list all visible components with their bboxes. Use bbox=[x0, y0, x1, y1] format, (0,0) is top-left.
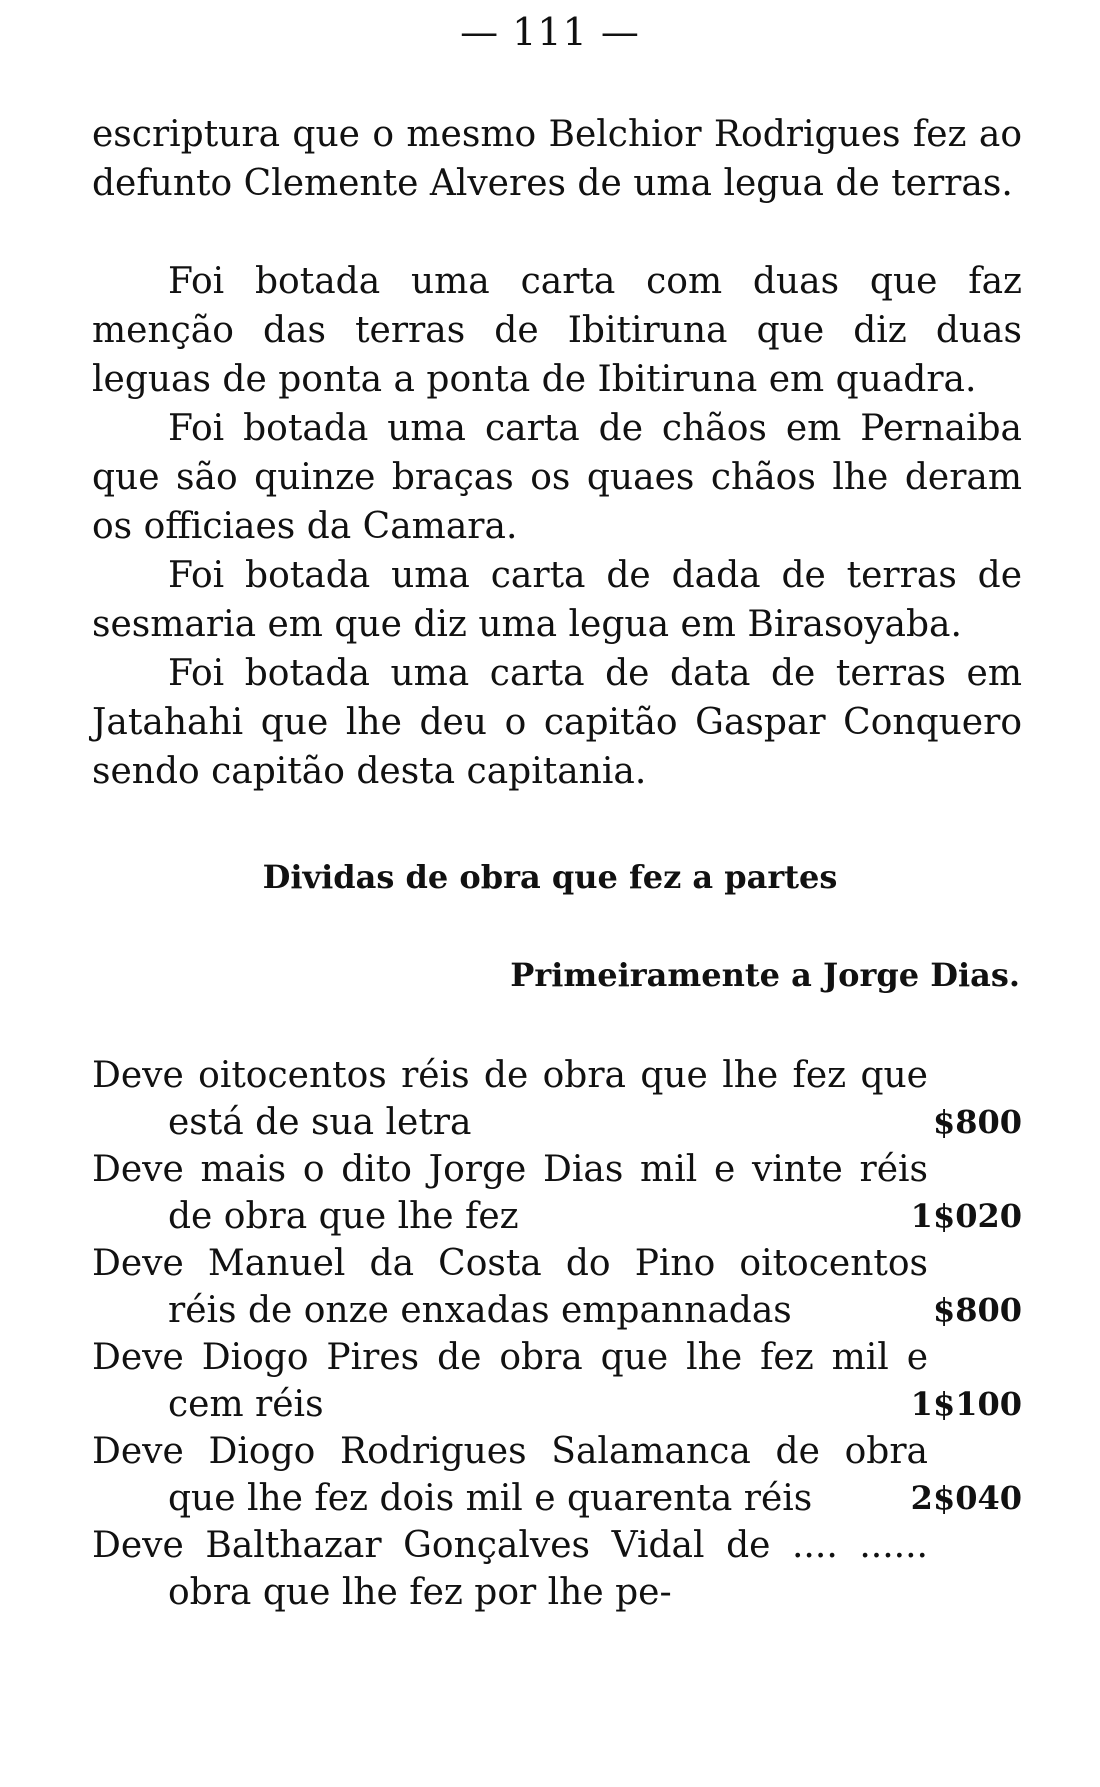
page-number: — 111 — bbox=[460, 10, 640, 54]
ledger-entry-amount: 1$100 bbox=[910, 1385, 1022, 1423]
ledger-entry-text: Deve Manuel da Costa do Pino oitocentos réis de onze enxadas empannadas bbox=[92, 1243, 928, 1331]
ledger-entry bbox=[92, 1522, 1022, 1616]
debt-ledger bbox=[92, 1052, 1022, 1616]
ledger-entry-text: Deve Diogo Pires de obra que lhe fez mil e cem réis bbox=[92, 1337, 928, 1425]
ledger-entry-amount: $800 bbox=[932, 1103, 1022, 1141]
ledger-entry-amount: 1$020 bbox=[910, 1197, 1022, 1235]
paragraph-ibitiruna: Foi botada uma carta com duas que faz menção das terras de Ibitiruna que diz duas leguas de ponta a ponta de Ibitiruna em quadra. bbox=[92, 261, 1022, 400]
ledger-entry-text: Deve oitocentos réis de obra que lhe fez que está de sua letra bbox=[92, 1055, 928, 1143]
ledger-entry bbox=[92, 1428, 1022, 1522]
ledger-entry-text: Deve Balthazar Gonçalves Vidal de .... ...... obra que lhe fez por lhe pe- bbox=[92, 1525, 928, 1613]
paragraph-pernaiba: Foi botada uma carta de chãos em Pernaiba que são quinze braças os quaes chãos lhe deram os officiaes da Camara. bbox=[92, 408, 1022, 547]
ledger-entry-text: Deve mais o dito Jorge Dias mil e vinte réis de obra que lhe fez bbox=[92, 1149, 928, 1237]
paragraph-jatahahi: Foi botada uma carta de data de terras em Jatahahi que lhe deu o capitão Gaspar Conquero sendo capitão desta capitania. bbox=[92, 653, 1022, 792]
ledger-entry bbox=[92, 1146, 1022, 1240]
section-subheading: Primeiramente a Jorge Dias. bbox=[510, 956, 1020, 994]
paragraph-birasoyaba: Foi botada uma carta de dada de terras de sesmaria em que diz uma legua em Birasoyaba. bbox=[92, 555, 1022, 645]
ledger-entry bbox=[92, 1052, 1022, 1146]
body-text bbox=[92, 110, 1022, 796]
ledger-entry bbox=[92, 1240, 1022, 1334]
ledger-entry bbox=[92, 1334, 1022, 1428]
paragraph-continuation: escriptura que o mesmo Belchior Rodrigues fez ao defunto Clemente Alveres de uma legua de terras. bbox=[92, 114, 1022, 204]
ledger-entry-text: Deve Diogo Rodrigues Salamanca de obra que lhe fez dois mil e quarenta réis bbox=[92, 1431, 928, 1519]
ledger-entry-amount: $800 bbox=[932, 1291, 1022, 1329]
ledger-entry-amount: 2$040 bbox=[910, 1479, 1022, 1517]
section-heading: Dividas de obra que fez a partes bbox=[262, 858, 838, 896]
